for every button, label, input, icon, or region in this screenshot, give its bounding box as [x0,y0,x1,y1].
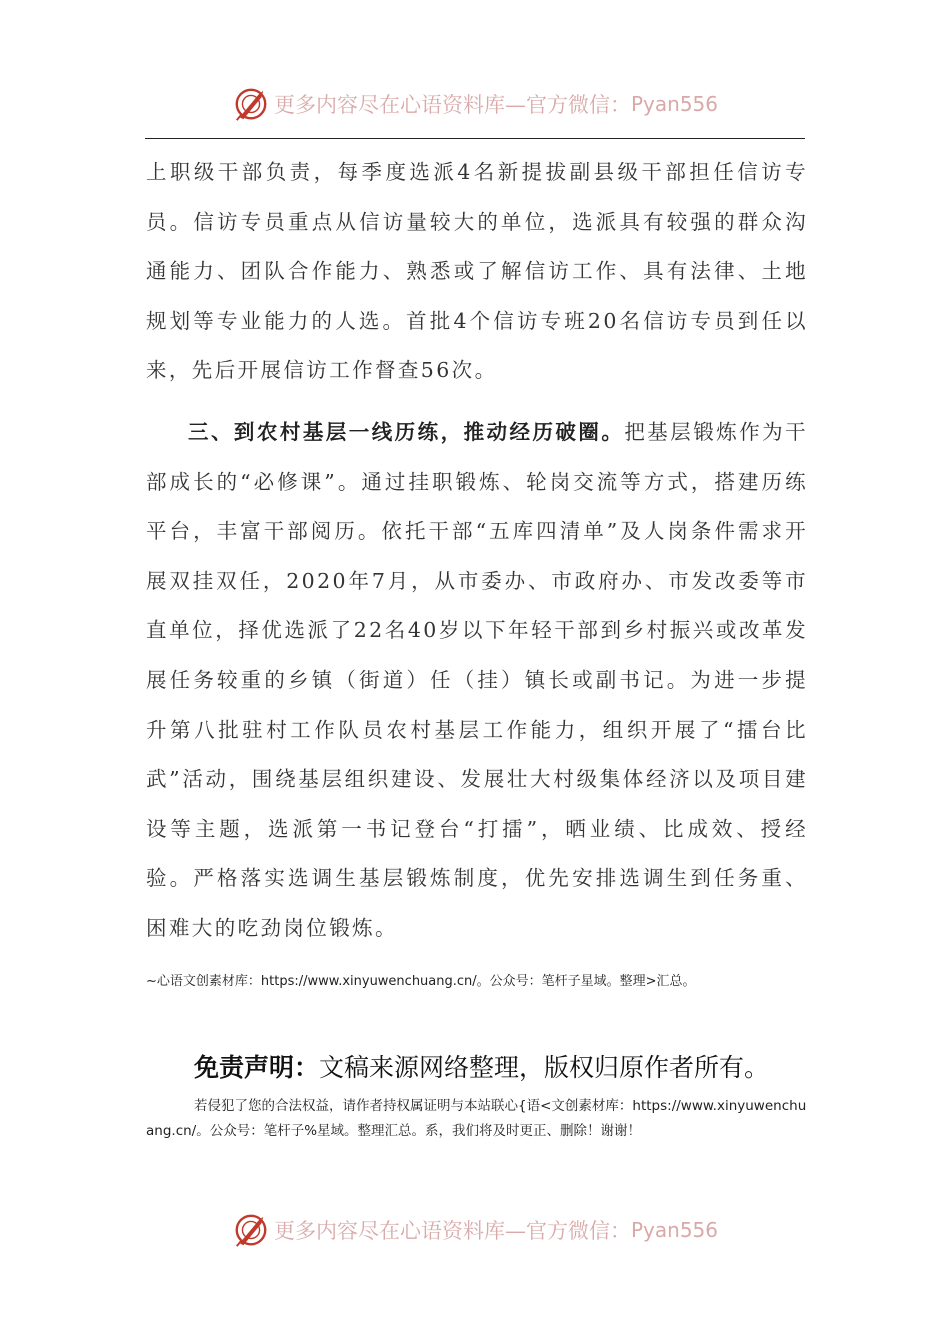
header-divider [145,138,805,139]
footer-wechat-id: Pyan556 [630,1218,718,1242]
disclaimer-title-bold: 免责声明： [194,1053,320,1082]
paragraph-2 [146,408,808,954]
source-line: ~心语文创素材库：https://www.xinyuwenchuang.cn/。公众号：笔杆子星域。整理>汇总。 [146,974,696,989]
footer-banner-text: 更多内容尽在心语资料库—官方微信： [273,1219,631,1243]
disclaimer-title [194,1048,769,1084]
header-banner [0,82,950,126]
section-heading: 三、到农村基层一线历练，推动经历破圈。 [188,420,625,444]
paragraph-1: 上职级干部负责，每季度选派4名新提拔副县级干部担任信访专员。信访专员重点从信访量较大的单位，选派具有较强的群众沟通能力、团队合作能力、熟悉或了解信访工作、具有法律、土地规划等专业能力的人选。首批4个信访专班20名信访专员到任以来，先后开展信访工作督查56次。 [146,160,808,383]
disclaimer-title-rest: 文稿来源网络整理，版权归原作者所有。 [319,1053,770,1082]
disclaimer-body: 若侵犯了您的合法权益，请作者持权属证明与本站联心{语<文创素材库：https://www.xinyuwenchuang.cn/。公众号：笔杆子%星域。整理汇总。系，我们将及时更正、删除！谢谢！ [146,1098,807,1139]
paragraph-2-text: 把基层锻炼作为干部成长的“必修课”。通过挂职锻炼、轮岗交流等方式，搭建历练平台，丰富干部阅历。依托干部“五库四清单”及人岗条件需求开展双挂双任，2020年7月，从市委办、市政府办、市发改委等市直单位，择优选派了22名40岁以下年轻干部到乡村振兴或改革发展任务较重的乡镇（街道）任（挂）镇长或副书记。为进一步提升第八批驻村工作队员农村基层工作能力，组织开展了“擂台比武”活动，围绕基层组织建设、发展壮大村级集体经济以及项目建设等主题，选派第一书记登台“打擂”，晒业绩、比成效、授经验。严格落实选调生基层锻炼制度，优先安排选调生到任务重、困难大的吃劲岗位锻炼。 [146,420,808,940]
pen-nib-logo-icon [232,85,270,123]
header-wechat-id: Pyan556 [630,92,718,116]
header-banner-text: 更多内容尽在心语资料库—官方微信： [273,93,631,117]
pen-nib-logo-icon [232,1211,270,1249]
footer-banner [0,1208,950,1252]
